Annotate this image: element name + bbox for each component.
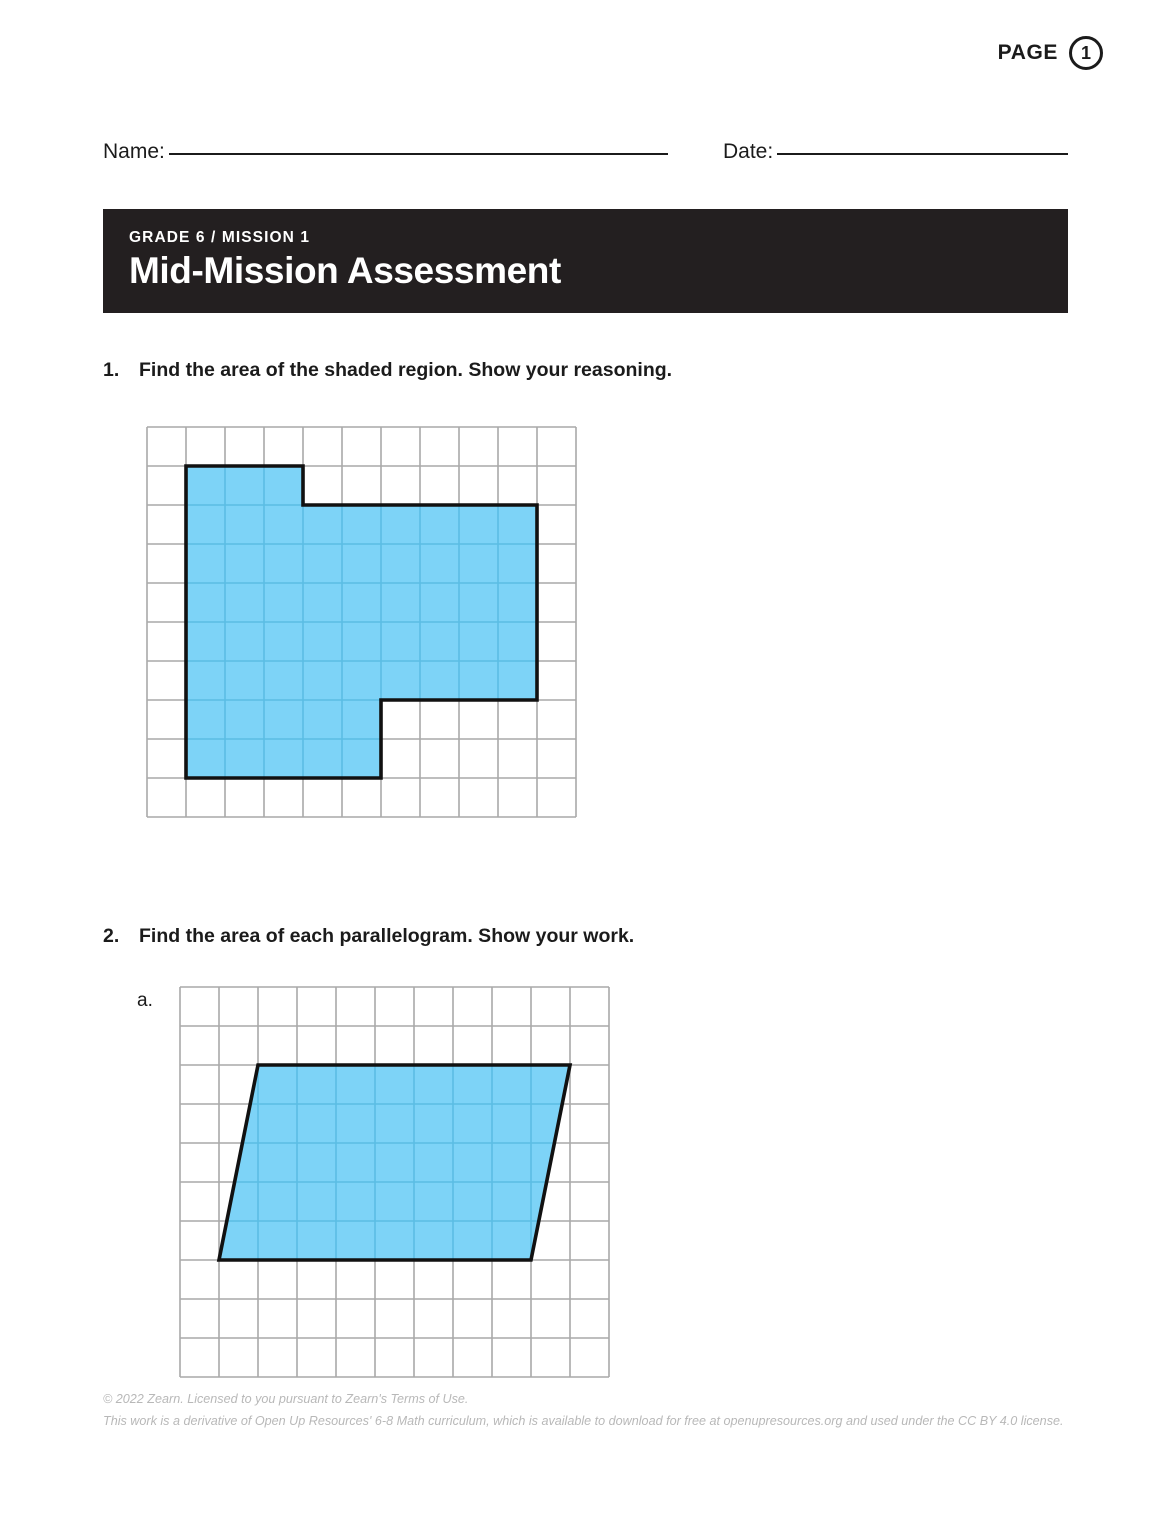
name-date-row: [103, 140, 1068, 164]
footer-copyright: © 2022 Zearn. Licensed to you pursuant to Zearn's Terms of Use.: [103, 1392, 469, 1406]
question-2: [103, 925, 634, 948]
footer-attribution: This work is a derivative of Open Up Resources' 6-8 Math curriculum, which is available to download for free at openupresources.org and used under the CC BY 4.0 license.: [103, 1414, 1064, 1429]
banner-eyebrow: GRADE 6 / MISSION 1: [129, 229, 311, 246]
title-banner: [103, 209, 1068, 313]
parallelogram-svg: [179, 986, 610, 1378]
question-2-part-a-label: a.: [137, 990, 153, 1011]
page-number-badge: 1: [1069, 36, 1103, 70]
page-indicator: [998, 36, 1103, 70]
question-1: [103, 359, 672, 382]
date-label: Date:: [723, 140, 774, 163]
question-2-number: 2.: [103, 925, 120, 947]
date-input-line[interactable]: [777, 153, 1068, 155]
figure-shaded-region: [146, 426, 577, 823]
question-2-text: Find the area of each parallelogram. Show your work.: [139, 925, 635, 947]
page-label: PAGE: [997, 41, 1058, 64]
date-field[interactable]: [723, 140, 1068, 164]
name-label: Name:: [103, 140, 165, 163]
footer: [103, 1388, 1078, 1432]
figure-parallelogram-a: [179, 986, 610, 1383]
question-1-number: 1.: [103, 359, 120, 381]
shaded-region-svg: [146, 426, 577, 818]
page-title: Mid-Mission Assessment: [129, 250, 561, 291]
name-field[interactable]: [103, 140, 668, 164]
question-1-text: Find the area of the shaded region. Show your reasoning.: [139, 359, 673, 381]
name-input-line[interactable]: [169, 153, 668, 155]
